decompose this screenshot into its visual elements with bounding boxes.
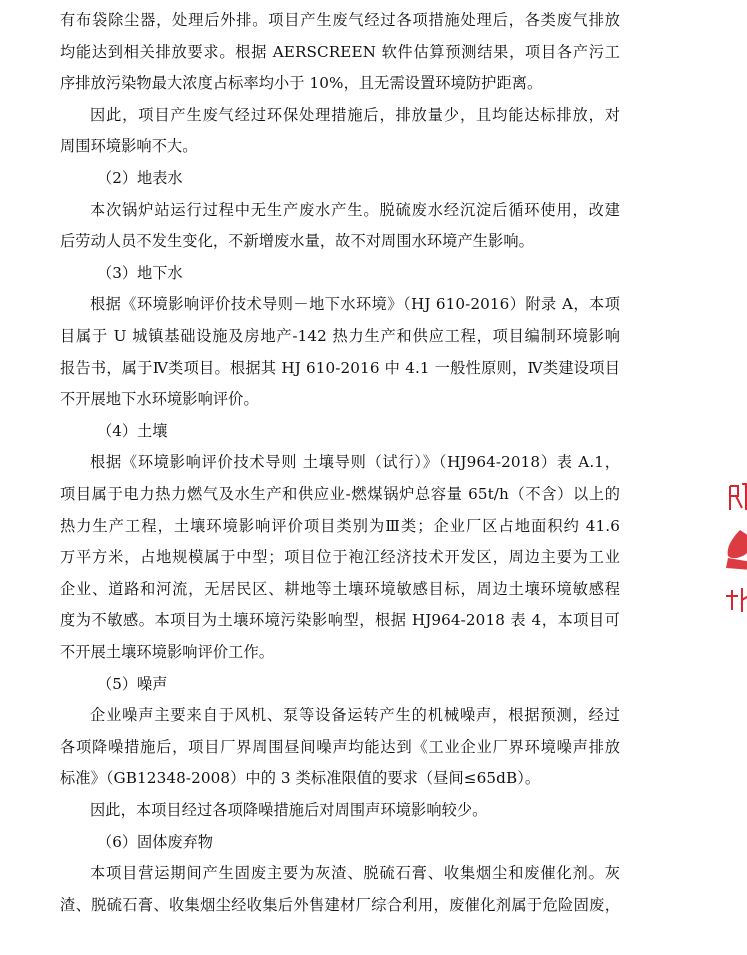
- section-heading: （6）固体废弃物: [97, 832, 213, 851]
- paragraph-line: 周围环境影响不大。: [60, 137, 198, 156]
- paragraph-line: 不开展地下水环境影响评价。: [60, 390, 259, 409]
- paragraph-first-line: 根据《环境影响评价技术导则 土壤导则（试行）》（HJ964-2018）表 A.1，: [90, 453, 620, 472]
- paragraph-line: 序排放污染物最大浓度占标率均小于 10%，且无需设置环境防护距离。: [60, 74, 543, 93]
- section-heading: （4）土壤: [97, 421, 168, 440]
- paragraph-line: 报告书，属于Ⅳ类项目。根据其 HJ 610-2016 中 4.1 一般性原则，Ⅳ类建设项目: [60, 358, 620, 377]
- section-heading: （2）地表水: [97, 169, 183, 187]
- paragraph-line: 后劳动人员不发生变化，不新增废水量，故不对周围水环境产生影响。: [60, 232, 534, 251]
- paragraph-first-line: 企业噪声主要来自于风机、泵等设备运转产生的机械噪声，根据预测，经过: [90, 706, 620, 725]
- paragraph-line: 目属于 U 城镇基础设施及房地产-142 热力生产和供应工程，项目编制环境影响: [60, 327, 620, 345]
- section-heading: （5）噪声: [97, 674, 168, 693]
- red-seal-stamp: [722, 478, 747, 628]
- paragraph-line: 热力生产工程，土壤环境影响评价项目类别为Ⅲ类；企业厂区占地面积约 41.6: [60, 516, 620, 535]
- paragraph-line: 不开展土壤环境影响评价工作。: [60, 643, 275, 661]
- paragraph-first-line: 因此，本项目经过各项降噪措施后对周围声环境影响较少。: [90, 801, 488, 819]
- paragraph-line: 度为不敏感。本项目为土壤环境污染影响型，根据 HJ964-2018 表 4，本项目可: [60, 611, 620, 630]
- paragraph-line: 标准》（GB12348-2008）中的 3 类标准限值的要求（昼间≤65dB）。: [60, 769, 541, 788]
- section-heading: （3）地下水: [97, 263, 183, 282]
- paragraph-line: 万平方米，占地规模属于中型；项目位于袍江经济技术开发区，周边主要为工业: [60, 548, 620, 567]
- paragraph-first-line: 本项目营运期间产生固废主要为灰渣、脱硫石膏、收集烟尘和废催化剂。灰: [90, 864, 620, 883]
- paragraph-line: 渣、脱硫石膏、收集烟尘经收集后外售建材厂综合利用，废催化剂属于危险固废，: [60, 895, 620, 914]
- paragraph-line: 项目属于电力热力燃气及水生产和供应业-燃煤锅炉总容量 65t/h（不含）以上的: [60, 485, 620, 503]
- paragraph-line: 企业、道路和河流，无居民区、耕地等土壤环境敏感目标，周边土壤环境敏感程: [60, 579, 620, 598]
- paragraph-line: 均能达到相关排放要求。根据 AERSCREEN 软件估算预测结果，项目各产污工: [60, 42, 620, 61]
- paragraph-line: 各项降噪措施后，项目厂界周围昼间噪声均能达到《工业企业厂界环境噪声排放: [60, 737, 620, 756]
- paragraph-first-line: 因此，项目产生废气经过环保处理措施后，排放量少，且均能达标排放，对: [90, 105, 620, 124]
- paragraph-first-line: 本次锅炉站运行过程中无生产废水产生。脱硫废水经沉淀后循环使用，改建: [90, 200, 620, 219]
- paragraph-first-line: 根据《环境影响评价技术导则－地下水环境》（HJ 610-2016）附录 A，本项: [90, 295, 620, 314]
- paragraph-line: 有布袋除尘器，处理后外排。项目产生废气经过各项措施处理后，各类废气排放: [60, 11, 620, 29]
